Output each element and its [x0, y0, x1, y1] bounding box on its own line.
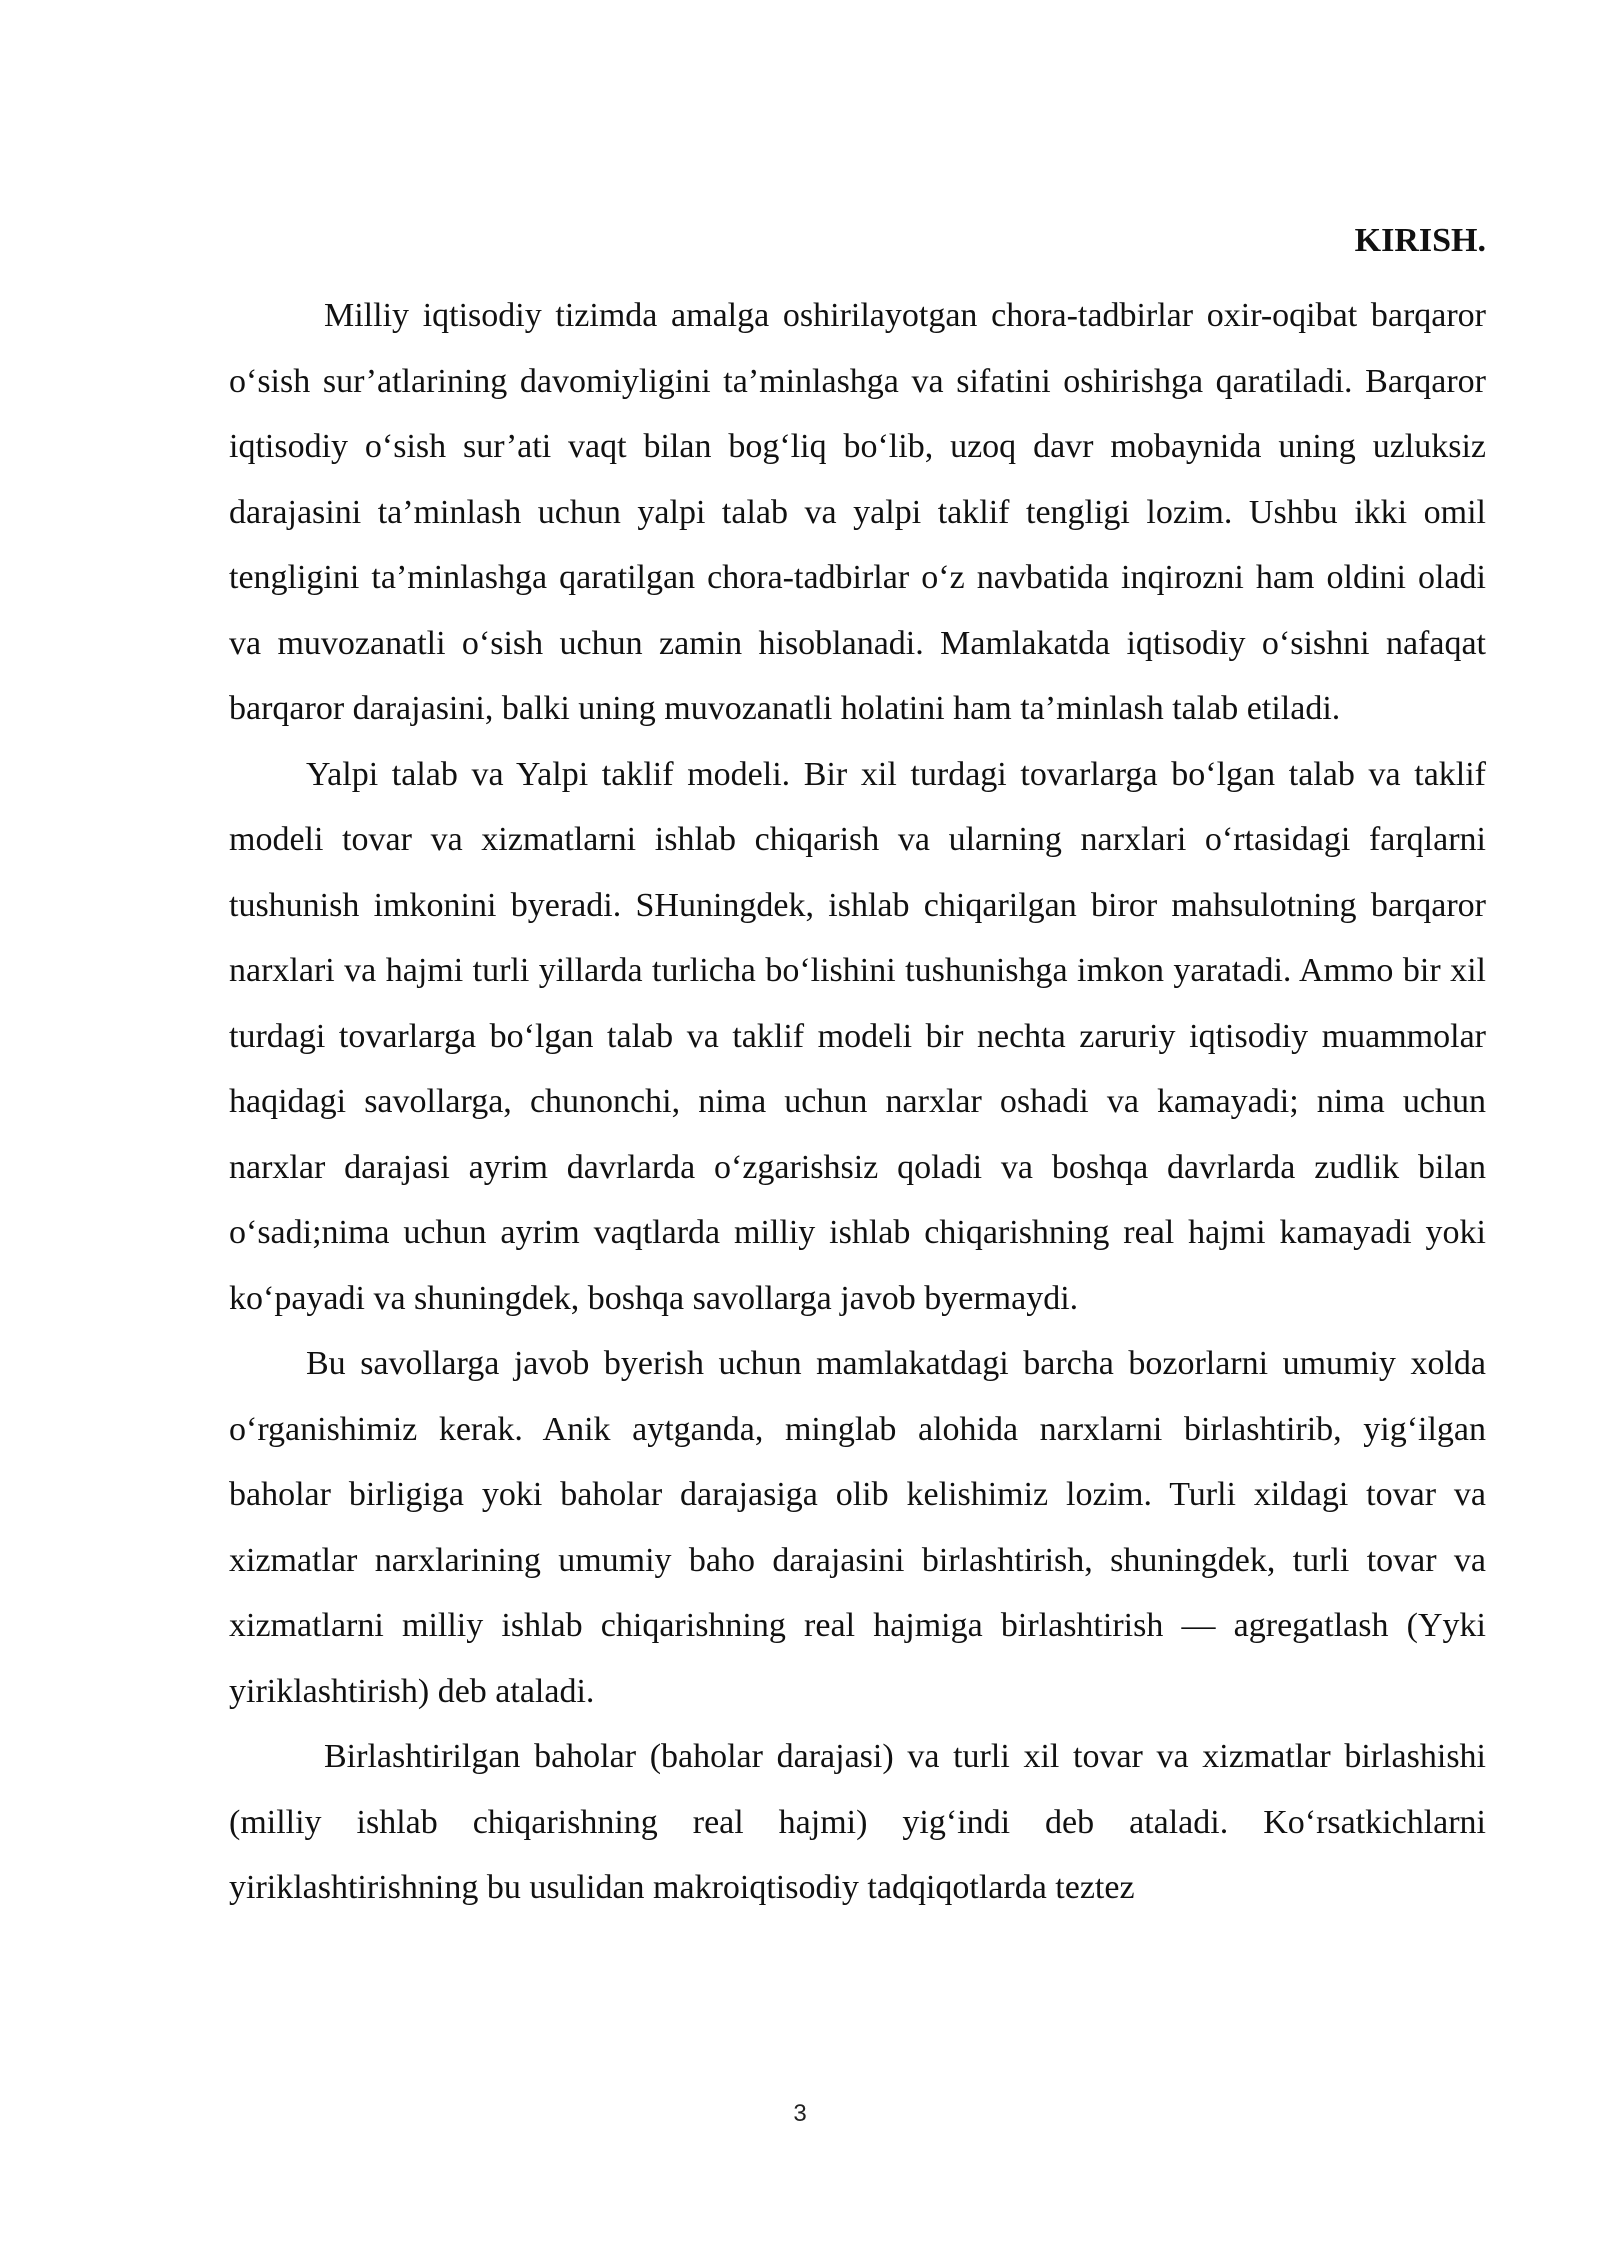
- section-heading: KIRISH.: [1354, 222, 1486, 259]
- paragraph-markets: Bu savollarga javob byerish uchun mamlakatdagi barcha bozorlarni umumiy xolda o‘rganishimiz kerak. Anik aytganda, minglab alohida narxlarni birlashtirib, yig‘ilgan baholar birligiga yoki baholar darajasiga olib kelishimiz lozim. Turli xildagi tovar va xizmatlar narxlarining umumiy baho darajasini birlashtirish, shuningdek, turli tovar va xizmatlarni milliy ishlab chiqarishning real hajmiga birlashtirish — agregatlash (Yyki yiriklashtirish) deb ataladi.: [229, 1345, 1486, 1710]
- paragraph-model: Yalpi talab va Yalpi taklif modeli. Bir xil turdagi tovarlarga bo‘lgan talab va taklif modeli tovar va xizmatlarni ishlab chiqarish va ularning narxlari o‘rtasidagi farqlarni tushunish imkonini byeradi. SHuningdek, ishlab chiqarilgan biror mahsulotning barqaror narxlari va hajmi turli yillarda turlicha bo‘lishini tushunishga imkon yaratadi. Ammo bir xil turdagi tovarlarga bo‘lgan talab va taklif modeli bir nechta zaruriy iqtisodiy muammolar haqidagi savollarga, chunonchi, nima uchun narxlar oshadi va kamayadi; nima uchun narxlar darajasi ayrim davrlarda o‘zgarishsiz qoladi va boshqa davrlarda zudlik bilan o‘sadi;nima uchun ayrim vaqtlarda milliy ishlab chiqarishning real hajmi kamayadi yoki ko‘payadi va shuningdek, boshqa savollarga javob byermaydi.: [229, 755, 1486, 1317]
- paragraph-intro: Milliy iqtisodiy tizimda amalga oshirilayotgan chora-tadbirlar oxir-oqibat barqaror o‘sish sur’atlarining davomiyligini ta’minlashga va sifatini oshirishga qaratiladi. Barqaror iqtisodiy o‘sish sur’ati vaqt bilan bog‘liq bo‘lib, uzoq davr mobaynida uning uzluksiz darajasini ta’minlash uchun yalpi talab va yalpi taklif tengligi lozim. Ushbu ikki omil tengligini ta’minlashga qaratilgan chora-tadbirlar o‘z navbatida inqirozni ham oldini oladi va muvozanatli o‘sish uchun zamin hisoblanadi. Mamlakatda iqtisodiy o‘sishni nafaqat barqaror darajasini, balki uning muvozanatli holatini ham ta’minlash talab etiladi.: [229, 297, 1486, 727]
- document-body: [229, 218, 1486, 1921]
- paragraph-aggregates: Birlashtirilgan baholar (baholar darajasi) va turli xil tovar va xizmatlar birlashishi (milliy ishlab chiqarishning real hajmi) yig‘indi deb ataladi. Ko‘rsatkichlarni yiriklashtirishning bu usulidan makroiqtisodiy tadqiqotlarda teztez: [229, 1738, 1486, 1906]
- page-number: 3: [793, 2100, 807, 2127]
